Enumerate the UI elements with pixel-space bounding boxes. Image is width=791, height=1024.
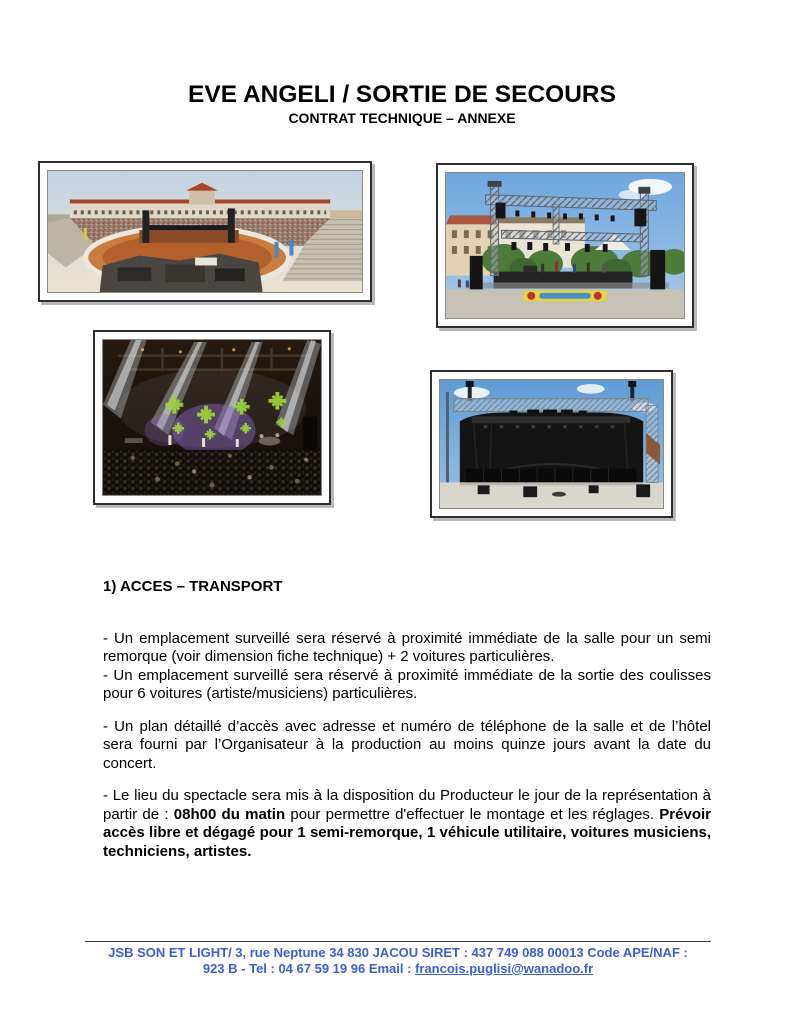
outdoor-black-stage-graphic [440,380,663,508]
indoor-concert-image [102,339,322,496]
paragraph-parking-salle: - Un emplacement surveillé sera réservé à proximité immédiate de la salle pour un semi remorque (voir dimension fiche technique) + 2 voitures particulières. [103,629,711,665]
arena-panorama-graphic [48,171,362,292]
paragraph-plan-acces: - Un plan détaillé d’accès avec adresse et numéro de téléphone de la salle et de l’hôtel sera fourni par l’Organisateur à la production au moins quinze jours avant la date du concert. [103,717,711,772]
photo-indoor-concert [93,330,331,505]
paragraph-bold-time: 08h00 du matin [173,805,286,823]
footer-email-link[interactable]: francois.puglisi@wanadoo.fr [415,960,594,976]
arena-panorama-image [47,170,363,293]
photo-outdoor-black-stage [430,370,673,518]
paragraph-bold-access: Prévoir accès libre et dégagé pour 1 semi-remorque, 1 véhicule utilitaire, voitures musiciens, techniciens, artistes. [103,805,711,860]
photo-outdoor-truss-stage [436,163,694,328]
indoor-concert-graphic [103,340,321,495]
section-heading: 1) ACCES – TRANSPORT [103,578,283,595]
outdoor-black-stage-image [439,379,664,509]
document-subtitle: CONTRAT TECHNIQUE – ANNEXE [288,110,516,126]
footer-separator [85,941,711,942]
document-title: EVE ANGELI / SORTIE DE SECOURS [188,81,616,108]
outdoor-truss-stage-image [445,172,685,319]
paragraph-text: pour permettre d'effectuer le montage et les réglages. [285,805,660,823]
footer-line1: JSB SON ET LIGHT/ 3, rue Neptune 34 830 JACOU SIRET : 437 749 088 00013 Code APE/NAF : [108,945,688,960]
footer-line2 [85,961,711,977]
footer-line2-text: 923 B - Tel : 04 67 59 19 96 Email : [202,960,416,976]
photo-arena-panorama [38,161,372,302]
paragraph-disposition-lieu [103,787,711,861]
paragraph-parking-coulisses: - Un emplacement surveillé sera réservé à proximité immédiate de la sortie des coulisses pour 6 voitures (artiste/musiciens) particulières. [103,666,711,702]
outdoor-truss-stage-graphic [446,173,684,318]
paragraph-text: - Le lieu du spectacle sera mis à la disposition du Producteur le jour de la représentation à partir de : [103,787,711,823]
footer [85,945,711,976]
document-body [103,578,711,861]
